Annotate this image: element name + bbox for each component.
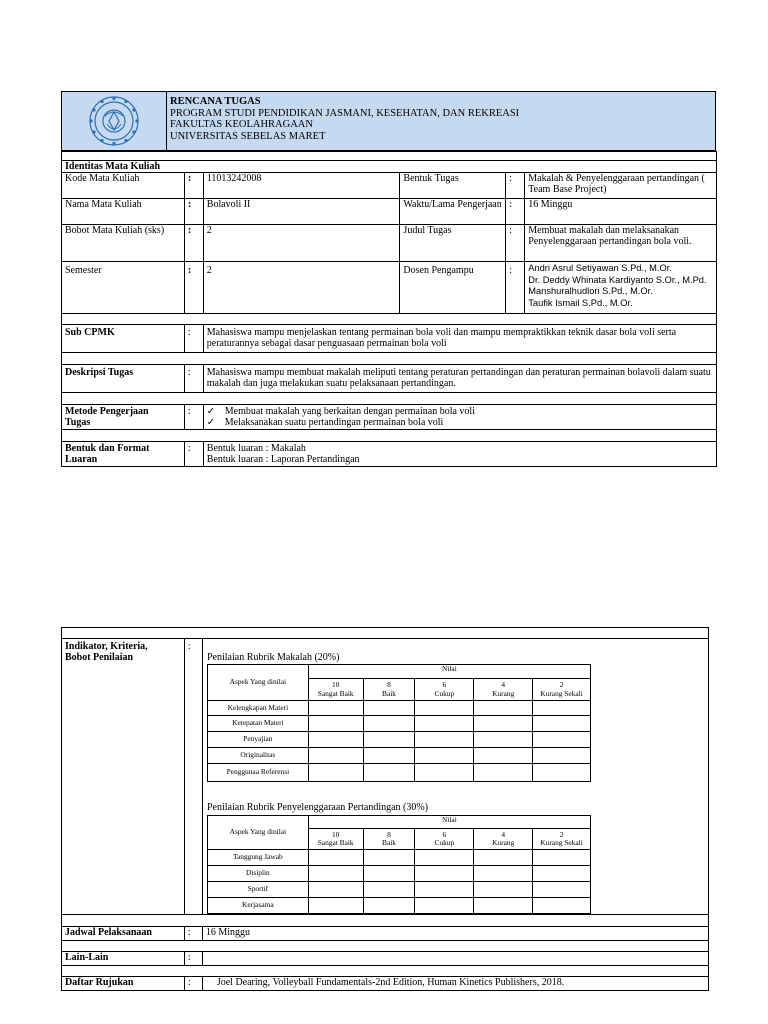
table-row — [208, 716, 591, 732]
rujukan-label: Daftar Rujukan — [62, 977, 185, 991]
colon: : — [506, 225, 525, 262]
score-desc: Cukup — [434, 838, 455, 847]
score-cell — [308, 882, 363, 898]
score-cell — [308, 716, 363, 732]
score-desc: Kurang Sekali — [540, 838, 583, 847]
score-cell — [474, 882, 533, 898]
score-desc: Sangat Baik — [317, 838, 354, 847]
colon: : — [184, 262, 203, 314]
identity-title-row — [62, 161, 717, 173]
score-header — [474, 679, 533, 701]
metode-list — [203, 405, 716, 430]
luaran-item: Bentuk luaran : Makalah — [206, 443, 306, 454]
deskripsi-label: Deskripsi Tugas — [62, 365, 185, 393]
score-cell — [415, 866, 474, 882]
spacer-row — [62, 941, 709, 952]
rubric-pertandingan-title: Penilaian Rubrik Penyelenggaraan Pertandingan (30%) — [207, 802, 429, 813]
spacer-row — [62, 152, 717, 161]
doc-title: RENCANA TUGAS — [170, 96, 261, 107]
spacer-row — [62, 314, 717, 325]
metode-item-text: Melaksanakan suatu pertandingan permainan bola voli — [224, 417, 444, 428]
score-cell — [415, 850, 474, 866]
colon: : — [506, 262, 525, 314]
spacer-row — [62, 628, 709, 639]
colon: : — [506, 199, 525, 225]
score-cell — [363, 716, 415, 732]
spacer-row — [62, 393, 717, 405]
score-cell — [415, 898, 474, 914]
aspect-cell: Kerjasama — [208, 898, 309, 914]
aspect-cell: Sportif — [208, 882, 309, 898]
table-row — [208, 850, 591, 866]
colon: : — [184, 405, 203, 430]
label-bobot: Bobot Mata Kuliah (sks) — [62, 225, 185, 262]
indikator-label — [62, 639, 185, 915]
score-cell — [533, 898, 591, 914]
colon: : — [184, 225, 203, 262]
colon: : — [184, 977, 202, 991]
aspect-header: Aspek Yang dinilai — [208, 665, 309, 701]
aspect-cell: Ketepatan Materi — [208, 716, 309, 732]
score-cell — [533, 748, 591, 764]
score-num: 4 — [501, 680, 506, 689]
score-num: 6 — [442, 829, 447, 839]
jadwal-text: 16 Minggu — [202, 927, 708, 941]
faculty-name: FAKULTAS KEOLAHRAGAAN — [170, 119, 313, 130]
table-row — [208, 701, 591, 716]
score-num: 2 — [559, 829, 564, 839]
table-row — [208, 898, 591, 914]
metode-item — [207, 417, 713, 428]
score-header — [363, 829, 415, 850]
sub-cpmk-row — [62, 325, 717, 353]
deskripsi-text: Mahasiswa mampu membuat makalah meliputi tentang peraturan pertandingan dan peraturan permainan bolavoli dalam suatu makalah dan juga melakukan suatu pelaksanaan pertandingan. — [203, 365, 716, 393]
luaran-label-line: Luaran — [65, 454, 98, 465]
score-cell — [363, 764, 415, 782]
spacer-row — [62, 430, 717, 442]
indikator-label-line: Indikator, Kriteria, — [65, 641, 148, 652]
value-nama: Bolavoli II — [203, 199, 400, 225]
score-cell — [533, 732, 591, 748]
table-row — [208, 764, 591, 782]
score-header — [308, 829, 363, 850]
score-cell — [363, 866, 415, 882]
identity-row — [62, 199, 717, 225]
spacer-row — [62, 353, 717, 365]
table-row — [208, 882, 591, 898]
score-cell — [415, 716, 474, 732]
university-name: UNIVERSITAS SEBELAS MARET — [170, 130, 326, 142]
score-cell — [308, 748, 363, 764]
value-bentuk: Makalah & Penyelenggaraan pertandingan ( Team Base Project) — [525, 173, 717, 199]
nilai-header: Nilai — [308, 816, 590, 829]
label-judul: Judul Tugas — [400, 225, 506, 262]
score-header — [533, 679, 591, 701]
score-cell — [533, 716, 591, 732]
score-cell — [363, 701, 415, 716]
luaran-label-line: Bentuk dan Format — [65, 443, 150, 454]
score-cell — [415, 732, 474, 748]
header-text — [170, 96, 519, 142]
score-cell — [415, 748, 474, 764]
lecturer-list — [525, 262, 717, 314]
document-header — [61, 91, 716, 151]
score-cell — [474, 866, 533, 882]
score-cell — [308, 866, 363, 882]
rubric-makalah-table — [207, 664, 591, 782]
metode-item-text: Membuat makalah yang berkaitan dengan permainan bola voli — [224, 406, 475, 417]
label-dosen: Dosen Pengampu — [400, 262, 506, 314]
score-cell — [363, 748, 415, 764]
logo-cell — [62, 92, 167, 150]
spacer-row — [62, 966, 709, 977]
colon: : — [506, 173, 525, 199]
score-cell — [363, 898, 415, 914]
score-cell — [363, 882, 415, 898]
colon: : — [184, 927, 202, 941]
score-header — [474, 829, 533, 850]
spacer-row — [62, 915, 709, 927]
score-num: 2 — [559, 680, 564, 689]
aspect-header: Aspek Yang dinilai — [208, 816, 309, 850]
rujukan-row — [62, 977, 709, 991]
aspect-cell: Tanggung Jawab — [208, 850, 309, 866]
deskripsi-row — [62, 365, 717, 393]
lain-row — [62, 952, 709, 966]
score-desc: Sangat Baik — [317, 688, 354, 698]
program-name: PROGRAM STUDI PENDIDIKAN JASMANI, KESEHATAN, DAN REKREASI — [170, 107, 520, 119]
colon: : — [184, 199, 203, 225]
score-num: 10 — [331, 680, 340, 689]
score-header — [363, 679, 415, 701]
info-table — [61, 151, 717, 467]
value-judul: Membuat makalah dan melaksanakan Penyelenggaraan pertandingan bola voli. — [525, 225, 717, 262]
score-cell — [533, 850, 591, 866]
score-cell — [308, 898, 363, 914]
score-cell — [533, 701, 591, 716]
score-header — [533, 829, 591, 850]
score-cell — [474, 716, 533, 732]
aspect-cell: Penggunaa Referensi — [208, 764, 309, 782]
table-row — [208, 748, 591, 764]
university-logo-icon — [83, 94, 145, 148]
score-desc: Kurang Sekali — [540, 688, 583, 698]
luaran-item: Bentuk luaran : Laporan Pertandingan — [206, 454, 360, 465]
lain-label: Lain-Lain — [62, 952, 185, 966]
metode-label-line: Tugas — [65, 417, 91, 428]
score-cell — [533, 866, 591, 882]
luaran-list — [203, 442, 716, 467]
identity-row — [62, 262, 717, 314]
identity-row — [62, 225, 717, 262]
score-cell — [474, 898, 533, 914]
score-header — [415, 679, 474, 701]
label-waktu: Waktu/Lama Pengerjaan — [400, 199, 506, 225]
colon: : — [184, 325, 203, 353]
score-header — [415, 829, 474, 850]
luaran-label — [62, 442, 185, 467]
aspect-cell: Originalitas — [208, 748, 309, 764]
score-cell — [415, 764, 474, 782]
colon: : — [184, 442, 203, 467]
label-semester: Semester — [62, 262, 185, 314]
table-row — [208, 866, 591, 882]
rujukan-text: Joel Dearing, Volleyball Fundamentals-2nd Edition, Human Kinetics Publishers, 2018. — [202, 977, 708, 991]
check-icon: ✓ — [206, 417, 216, 428]
score-desc: Kurang — [492, 838, 515, 847]
score-cell — [308, 732, 363, 748]
score-cell — [474, 850, 533, 866]
score-cell — [363, 732, 415, 748]
label-kode: Kode Mata Kuliah — [62, 173, 185, 199]
score-cell — [308, 850, 363, 866]
check-icon: ✓ — [206, 406, 216, 417]
score-header — [308, 679, 363, 701]
identity-title: Identitas Mata Kuliah — [62, 161, 717, 173]
value-kode: 11013242008 — [203, 173, 400, 199]
metode-label-line: Metode Pengerjaan — [65, 406, 149, 417]
jadwal-label: Jadwal Pelaksanaan — [62, 927, 185, 941]
luaran-row — [62, 442, 717, 467]
score-cell — [533, 882, 591, 898]
colon: : — [184, 639, 202, 915]
value-waktu: 16 Minggu — [525, 199, 717, 225]
score-cell — [474, 732, 533, 748]
rubric-makalah-title: Penilaian Rubrik Makalah (20%) — [207, 652, 340, 663]
rubric-pertandingan-table — [207, 815, 591, 914]
score-cell — [474, 701, 533, 716]
indikator-label-line: Bobot Penilaian — [65, 652, 134, 663]
score-num: 6 — [442, 680, 447, 689]
table-row — [208, 732, 591, 748]
label-nama: Nama Mata Kuliah — [62, 199, 185, 225]
score-num: 10 — [331, 829, 340, 839]
lecturer-name: Taufik Ismail S.Pd., M.Or. — [528, 297, 633, 308]
score-cell — [308, 701, 363, 716]
score-desc: Cukup — [434, 688, 455, 698]
value-semester: 2 — [203, 262, 400, 314]
lain-text — [202, 952, 708, 966]
score-cell — [474, 764, 533, 782]
jadwal-row — [62, 927, 709, 941]
lecturer-name: Dr. Deddy Whinata Kardiyanto S.Or., M.Pd. — [528, 274, 707, 285]
metode-label — [62, 405, 185, 430]
lecturer-name: Andri Asrul Setiyawan S.Pd., M.Or. — [528, 263, 672, 273]
score-num: 8 — [387, 829, 391, 839]
score-cell — [415, 882, 474, 898]
score-num: 4 — [501, 829, 506, 839]
score-desc: Baik — [382, 838, 396, 847]
nilai-header: Nilai — [308, 665, 590, 679]
identity-row — [62, 173, 717, 199]
aspect-cell: Kelengkapan Materi — [208, 701, 309, 716]
score-num: 8 — [387, 680, 391, 689]
sub-cpmk-text: Mahasiswa mampu menjelaskan tentang permainan bola voli dan mampu mempraktikkan teknik dasar bola voli serta peraturannya sebagai dasar penguasaan permainan bola voli — [203, 325, 716, 353]
aspect-cell: Penyajian — [208, 732, 309, 748]
colon: : — [184, 365, 203, 393]
score-desc: Kurang — [492, 688, 515, 698]
score-cell — [308, 764, 363, 782]
label-bentuk: Bentuk Tugas — [400, 173, 506, 199]
score-cell — [474, 748, 533, 764]
sub-cpmk-label: Sub CPMK — [62, 325, 185, 353]
score-desc: Baik — [382, 688, 396, 698]
colon: : — [184, 173, 203, 199]
aspect-cell: Disiplin — [208, 866, 309, 882]
score-cell — [415, 701, 474, 716]
lecturer-name: Manshuralhudlori S.Pd., M.Or. — [528, 286, 653, 296]
metode-item — [207, 406, 713, 417]
metode-row — [62, 405, 717, 430]
score-cell — [363, 850, 415, 866]
colon: : — [184, 952, 202, 966]
value-bobot: 2 — [203, 225, 400, 262]
score-cell — [533, 764, 591, 782]
